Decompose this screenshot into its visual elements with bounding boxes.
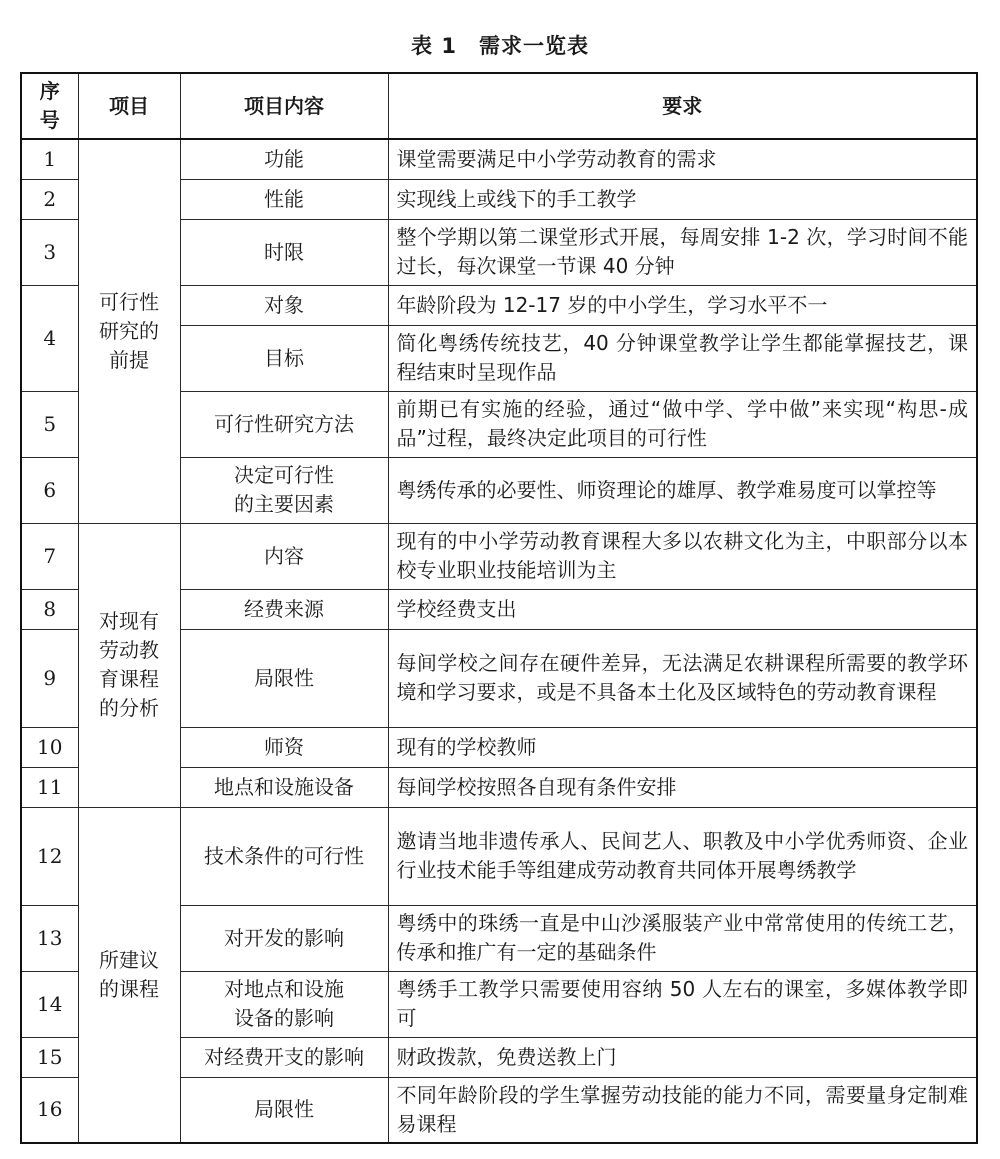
item-content: 对开发的影响 [180, 905, 388, 971]
item-content: 师资 [180, 727, 388, 767]
requirement-text: 简化粤绣传统技艺，40 分钟课堂教学让学生都能掌握技艺，课程结束时呈现作品 [388, 325, 977, 391]
requirement-text: 粤绣传承的必要性、师资理论的雄厚、教学难易度可以掌控等 [388, 457, 977, 523]
category-line: 所建议 [99, 947, 159, 972]
row-number: 3 [21, 219, 78, 285]
header-item: 项目内容 [180, 73, 388, 139]
category-line: 前提 [109, 347, 149, 372]
row-number: 1 [21, 139, 78, 179]
requirement-text: 邀请当地非遗传承人、民间艺人、职教及中小学优秀师资、企业行业技术能手等组建成劳动教育共同体开展粤绣教学 [388, 807, 977, 905]
requirement-text: 学校经费支出 [388, 589, 977, 629]
table-caption [0, 30, 1000, 60]
category-line: 育课程 [99, 667, 159, 691]
item-content: 局限性 [180, 1077, 388, 1143]
requirement-text: 粤绣手工教学只需要使用容纳 50 人左右的课室，多媒体教学即可 [388, 971, 977, 1037]
row-number: 10 [21, 727, 78, 767]
requirement-text: 不同年龄阶段的学生掌握劳动技能的能力不同，需要量身定制难易课程 [388, 1077, 977, 1143]
item-content: 经费来源 [180, 589, 388, 629]
requirement-text: 粤绣中的珠绣一直是中山沙溪服装产业中常常使用的传统工艺，传承和推广有一定的基础条件 [388, 905, 977, 971]
category-line: 研究的 [99, 318, 159, 343]
row-number: 14 [21, 971, 78, 1037]
table-row [21, 807, 977, 905]
row-number: 2 [21, 179, 78, 219]
row-number: 16 [21, 1077, 78, 1143]
category-proposed-course [78, 807, 180, 1143]
header-row [21, 73, 977, 139]
row-number: 13 [21, 905, 78, 971]
category-line: 劳动教 [99, 638, 159, 662]
item-content: 内容 [180, 523, 388, 589]
category-line: 的分析 [99, 696, 159, 720]
header-category: 项目 [78, 73, 180, 139]
requirement-text: 实现线上或线下的手工教学 [388, 179, 977, 219]
row-number: 15 [21, 1037, 78, 1077]
item-content: 技术条件的可行性 [180, 807, 388, 905]
row-number: 5 [21, 391, 78, 457]
item-content: 性能 [180, 179, 388, 219]
item-content: 对象 [180, 285, 388, 325]
item-content: 目标 [180, 325, 388, 391]
requirement-text: 年龄阶段为 12-17 岁的中小学生，学习水平不一 [388, 285, 977, 325]
table-row [21, 139, 977, 179]
row-number: 8 [21, 589, 78, 629]
row-number: 11 [21, 767, 78, 807]
row-number: 9 [21, 629, 78, 727]
category-line: 对现有 [99, 609, 159, 633]
table-title: 需求一览表 [478, 34, 589, 58]
requirement-text: 课堂需要满足中小学劳动教育的需求 [388, 139, 977, 179]
item-content: 时限 [180, 219, 388, 285]
row-number: 4 [21, 285, 78, 391]
item-content [180, 971, 388, 1037]
item-content: 局限性 [180, 629, 388, 727]
category-line: 的课程 [99, 976, 159, 1001]
requirement-text: 财政拨款，免费送教上门 [388, 1037, 977, 1077]
header-num: 序号 [21, 73, 78, 139]
item-content: 对经费开支的影响 [180, 1037, 388, 1077]
requirement-text: 前期已有实施的经验，通过“做中学、学中做”来实现“构思-成品”过程，最终决定此项目的可行性 [388, 391, 977, 457]
requirement-text: 现有的中小学劳动教育课程大多以农耕文化为主，中职部分以本校专业职业技能培训为主 [388, 523, 977, 589]
item-line: 的主要因素 [234, 492, 334, 516]
item-content: 地点和设施设备 [180, 767, 388, 807]
row-number: 6 [21, 457, 78, 523]
item-line: 决定可行性 [234, 463, 334, 487]
requirements-table [20, 72, 978, 1144]
row-number: 12 [21, 807, 78, 905]
item-line: 设备的影响 [234, 1006, 334, 1030]
table-number: 表 1 [411, 34, 457, 58]
requirement-text: 每间学校之间存在硬件差异，无法满足农耕课程所需要的教学环境和学习要求，或是不具备本土化及区域特色的劳动教育课程 [388, 629, 977, 727]
item-line: 对地点和设施 [224, 977, 344, 1001]
item-content [180, 457, 388, 523]
category-feasibility-premise [78, 139, 180, 523]
header-requirement: 要求 [388, 73, 977, 139]
item-content: 功能 [180, 139, 388, 179]
requirement-text: 整个学期以第二课堂形式开展，每周安排 1-2 次，学习时间不能过长，每次课堂一节课 40 分钟 [388, 219, 977, 285]
category-existing-course-analysis [78, 523, 180, 807]
requirement-text: 现有的学校教师 [388, 727, 977, 767]
requirement-text: 每间学校按照各自现有条件安排 [388, 767, 977, 807]
row-number: 7 [21, 523, 78, 589]
table-row [21, 523, 977, 589]
category-line: 可行性 [99, 289, 159, 314]
item-content: 可行性研究方法 [180, 391, 388, 457]
